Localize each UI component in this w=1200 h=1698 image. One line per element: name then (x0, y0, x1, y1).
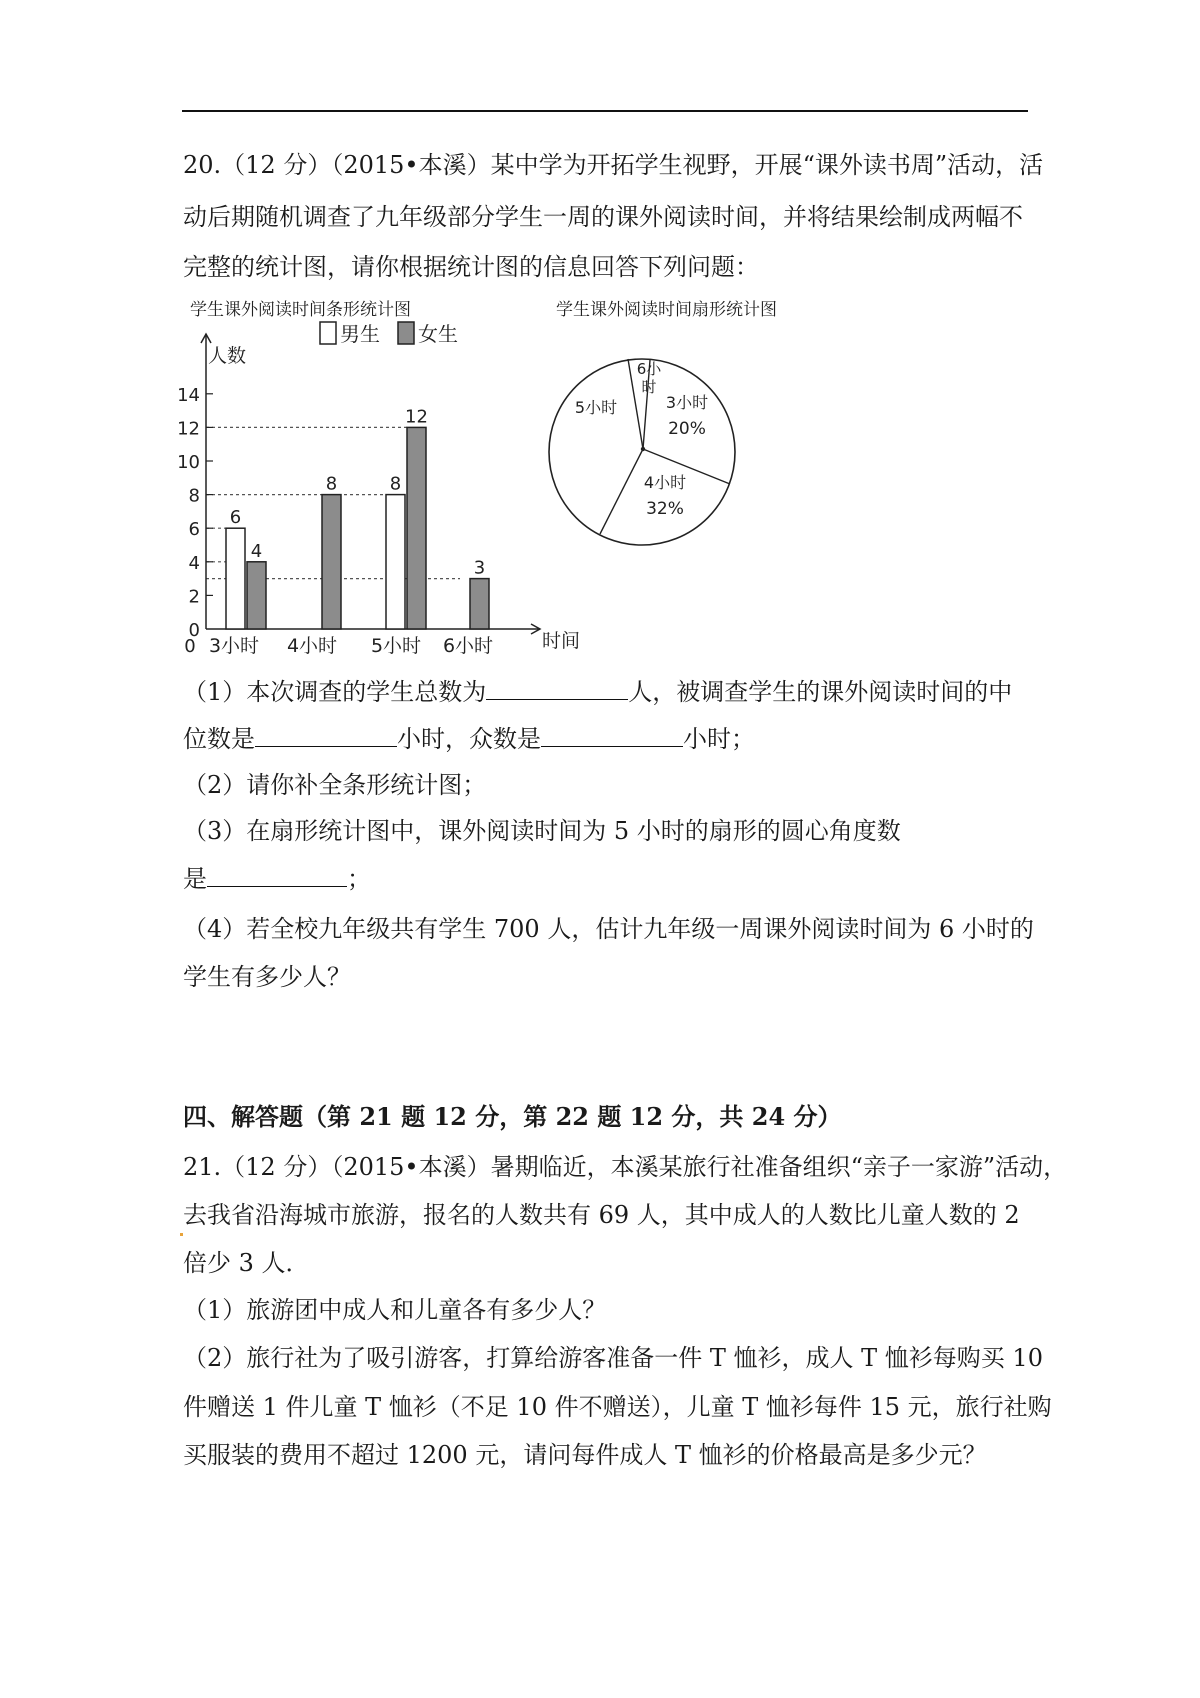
q20-sub4-line2: 学生有多少人？ (183, 963, 351, 991)
bar-female-value-label: 4 (250, 540, 263, 562)
q20-sub1-text-d: 小时，众数是 (397, 725, 541, 753)
q21-line1: 21.（12 分）（2015•本溪）暑期临近，本溪某旅行社准备组织“亲子一家游”活动， (183, 1153, 1068, 1181)
bar-male (386, 495, 405, 629)
q20-sub3-line2 (183, 864, 371, 894)
q20-sub4-line1: （4）若全校九年级共有学生 700 人，估计九年级一周课外阅读时间为 6 小时的 (183, 915, 1034, 943)
pie-slice-label: 6小 (636, 360, 662, 378)
y-tick-label: 0 (188, 620, 200, 641)
x-axis-label: 时间 (542, 630, 581, 652)
answer-blank-median[interactable] (255, 724, 397, 747)
statistics-figure (170, 292, 810, 662)
q20-line3: 完整的统计图，请你根据统计图的信息回答下列问题： (183, 253, 759, 281)
q20-sub1-text-b: 人，被调查学生的课外阅读时间的中 (628, 678, 1013, 706)
bars (226, 406, 489, 629)
origin-label: 0 (184, 636, 196, 657)
pie-slices (549, 359, 735, 545)
bar-female-value-label: 3 (473, 557, 486, 579)
q21-sub2-line3: 买服装的费用不超过 1200 元，请问每件成人 T 恤衫的价格最高是多少元？ (183, 1441, 987, 1469)
q20-sub3-text-c: ； (347, 865, 371, 893)
legend-label: 女生 (418, 322, 458, 346)
q20-sub1-line1 (183, 677, 1012, 707)
answer-blank-angle[interactable] (207, 864, 347, 887)
bar-chart-title: 学生课外阅读时间条形统计图 (190, 300, 411, 320)
section-heading: 四、解答题（第 21 题 12 分，第 22 题 12 分，共 24 分） (183, 1102, 842, 1131)
bar-male (226, 528, 245, 629)
bar-male-value-label: 8 (389, 473, 402, 495)
q20-line1: 20.（12 分）（2015•本溪）某中学为开拓学生视野，开展“课外读书周”活动，活 (183, 151, 1044, 179)
pie-slice-percent: 32% (646, 499, 684, 519)
bar-male-value-label: 6 (229, 507, 242, 529)
x-tick-label: 6小时 (442, 635, 494, 657)
legend-label: 男生 (340, 322, 380, 346)
q20-sub3-text-b: 是 (183, 865, 207, 893)
q20-sub1-text-c: 位数是 (183, 725, 255, 753)
pie-slice-label-cont: 时 (641, 378, 657, 396)
y-tick-labels (177, 385, 213, 641)
pie-chart-title: 学生课外阅读时间扇形统计图 (556, 300, 777, 320)
q21-line3: 倍少 3 人． (183, 1249, 310, 1277)
legend-swatch (398, 322, 414, 344)
pie-slice-label: 4小时 (643, 473, 687, 492)
q20-line2: 动后期随机调查了九年级部分学生一周的课外阅读时间，并将结果绘制成两幅不 (183, 203, 1023, 231)
y-tick-label: 14 (177, 384, 200, 406)
x-tick-labels (184, 635, 493, 657)
y-tick-label: 4 (188, 552, 200, 574)
bar-female (407, 427, 426, 629)
bar-female-value-label: 8 (325, 473, 338, 495)
q21-line2: 去我省沿海城市旅游，报名的人数共有 69 人，其中成人的人数比儿童人数的 2 (183, 1201, 1020, 1229)
bar-female (322, 495, 341, 629)
x-tick-label: 3小时 (208, 635, 260, 657)
header-rule (182, 110, 1028, 112)
y-tick-label: 12 (177, 418, 200, 440)
q21-sub1: （1）旅游团中成人和儿童各有多少人？ (183, 1296, 607, 1324)
pie-slice-label: 5小时 (574, 398, 618, 417)
q20-sub1-line2 (183, 724, 755, 754)
pie-slice-percent: 20% (668, 419, 706, 439)
q20-sub2: （2）请你补全条形统计图； (183, 771, 487, 799)
legend-swatch (320, 322, 336, 344)
bar-female-value-label: 12 (405, 406, 428, 428)
bar-female (470, 579, 489, 629)
y-tick-label: 2 (188, 586, 200, 608)
x-tick-label: 5小时 (370, 635, 422, 657)
answer-blank-total[interactable] (486, 677, 628, 700)
bar-chart (177, 300, 580, 657)
answer-blank-mode[interactable] (541, 724, 683, 747)
q20-sub1-text-a: （1）本次调查的学生总数为 (183, 678, 487, 706)
y-tick-label: 10 (177, 452, 200, 473)
stray-dot (180, 1233, 183, 1236)
q20-sub1-text-e: 小时； (683, 725, 755, 753)
y-tick-label: 8 (188, 485, 200, 507)
y-tick-label: 6 (188, 519, 200, 541)
pie-chart (549, 300, 777, 545)
q21-sub2-line2: 件赠送 1 件儿童 T 恤衫（不足 10 件不赠送），儿童 T 恤衫每件 15 元，旅行社购 (183, 1393, 1052, 1421)
q20-sub3-line1: （3）在扇形统计图中，课外阅读时间为 5 小时的扇形的圆心角度数 (183, 817, 901, 845)
q21-sub2-line1: （2）旅行社为了吸引游客，打算给游客准备一件 T 恤衫，成人 T 恤衫每购买 10 (183, 1344, 1043, 1372)
pie-slice-label: 3小时 (665, 393, 709, 412)
x-tick-label: 4小时 (286, 635, 338, 657)
y-axis-label: 人数 (208, 345, 247, 367)
legend (320, 322, 458, 346)
bar-female (247, 562, 266, 629)
